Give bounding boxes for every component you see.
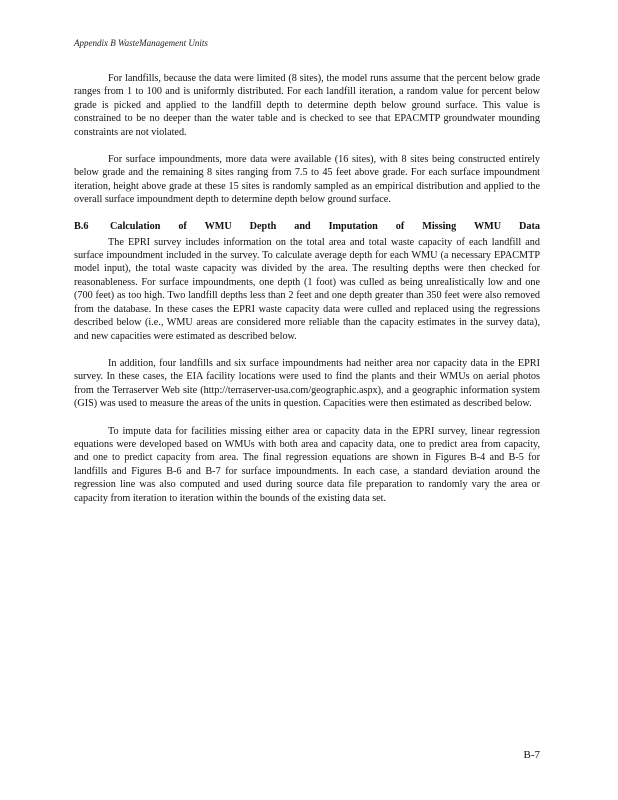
paragraph-missing-data: In addition, four landfills and six surface impoundments had neither area nor capacity data in the EPRI survey. In these cases, the EIA facility locations were used to find the plants and their WMUs on aerial photos from the Terraserver Web site (http://terraserver-usa.com/geographic.aspx), and a geographic information system (GIS) was used to measure the areas of the units in question. Capacities were then estimated as described below. <box>74 357 540 410</box>
section-heading <box>74 221 540 232</box>
page-number: B-7 <box>523 749 540 761</box>
running-header: Appendix B WasteManagement Units <box>74 38 208 48</box>
paragraph-surface-impoundments: For surface impoundments, more data were available (16 sites), with 8 sites being constructed entirely below grade and the remaining 8 sites ranging from 7.5 to 45 feet above grade. For each surface impoundment iteration, height above grade at these 15 sites is randomly sampled as an empirical distribution and applied to the overall surface impoundment depth to determine depth below ground surface. <box>74 154 540 206</box>
section-number: B.6 <box>74 220 89 232</box>
document-body <box>74 72 540 519</box>
section-title: Calculation of WMU Depth and Imputation of Missing WMU Data <box>110 220 540 232</box>
paragraph-epri-survey: The EPRI survey includes information on the total area and total waste capacity of each landfill and surface impoundment included in the survey. To calculate average depth for each WMU (a necessary EPACMTP model input), the total waste capacity was divided by the area. The resulting depths were then checked for reasonableness. For surface impoundments, one depth (1 foot) was culled as being unrealistically low and one (700 feet) as too high. Two landfill depths less than 2 feet and one depth greater than 350 feet were also removed from the database. In these cases the EPRI waste capacity data were culled and replaced using the regressions described below (i.e., WMU areas are considered more reliable than the capacity estimates in the survey data), and new capacities were estimated as described below. <box>74 236 540 342</box>
paragraph-landfills: For landfills, because the data were limited (8 sites), the model runs assume that the percent below grade ranges from 1 to 100 and is uniformly distributed. For each landfill iteration, a random value for percent below grade is picked and applied to the landfill depth to determine depth below ground surface. This value is constrained to be no deeper than the water table and is checked to see that EPACMTP groundwater mounding constraints are not violated. <box>74 73 540 138</box>
paragraph-regression: To impute data for facilities missing either area or capacity data in the EPRI survey, linear regression equations were developed based on WMUs with both area and capacity data, one to predict area from capacity, and one to predict capacity from area. The final regression equations are shown in Figures B-4 and B-5 for landfills and Figures B-6 and B-7 for surface impoundments. In each case, a standard deviation around the regression line was also computed and used during source data file preparation to randomly vary the area or capacity from iteration to iteration within the bounds of the existing data set. <box>74 425 540 504</box>
